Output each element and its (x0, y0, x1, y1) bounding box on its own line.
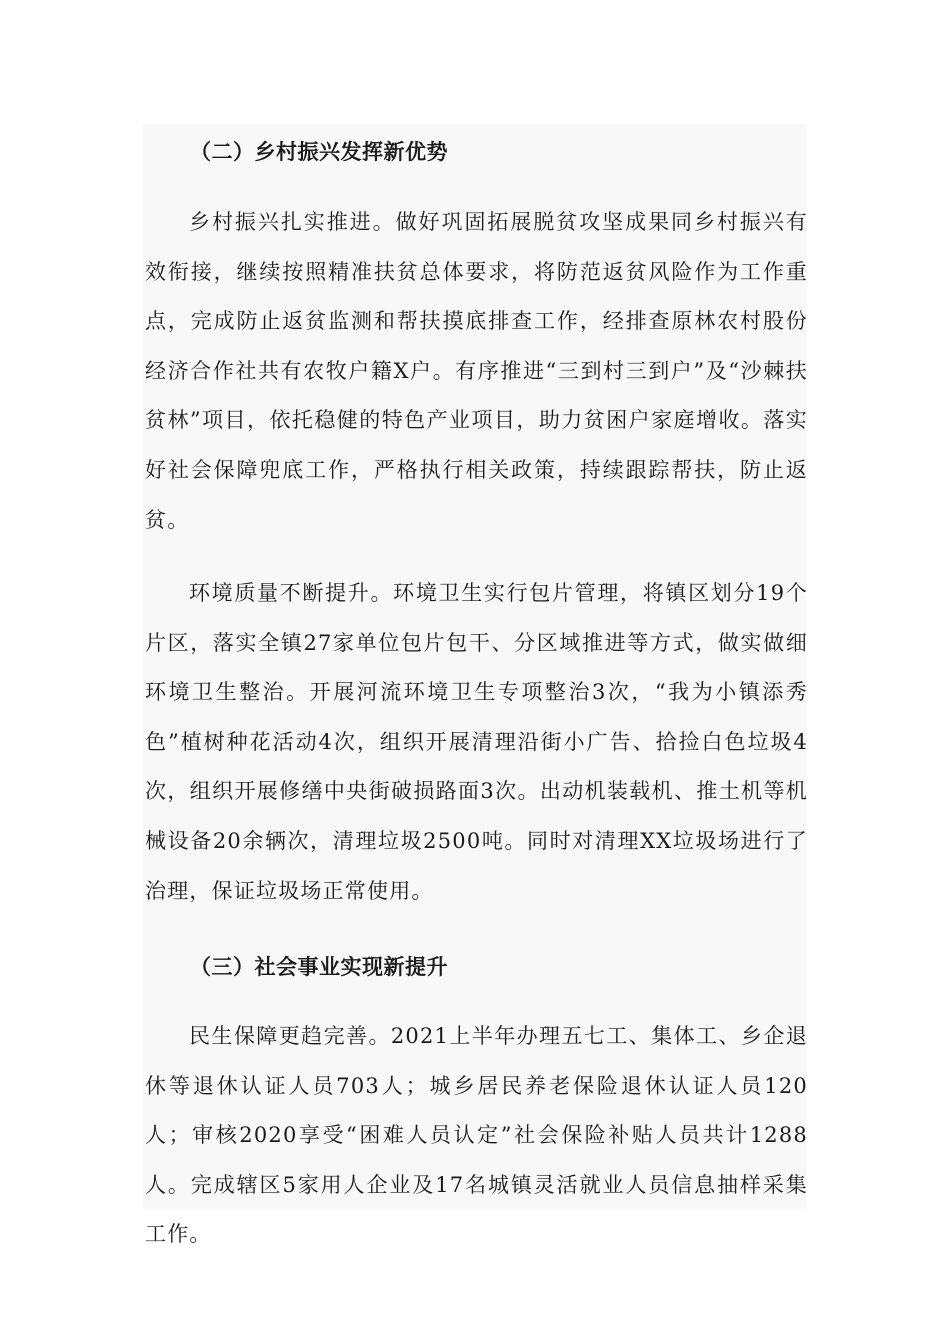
section-heading-2: （二）乡村振兴发挥新优势 (190, 139, 448, 164)
paragraph-livelihood-security: 民生保障更趋完善。2021上半年办理五七工、集体工、乡企退休等退休认证人员703人；城乡居民养老保险退休认证人员120人；审核2020享受“困难人员认定”社会保险补贴人员共计1288人。完成辖区5家用人企业及17名城镇灵活就业人员信息抽样采集工作。 (145, 1024, 808, 1247)
paragraph-environment-quality: 环境质量不断提升。环境卫生实行包片管理，将镇区划分19个片区，落实全镇27家单位包片包干、分区域推进等方式，做实做细环境卫生整治。开展河流环境卫生专项整治3次，“我为小镇添秀色”植树种花活动4次，组织开展清理沿街小广告、拾捡白色垃圾4次，组织开展修缮中央街破损路面3次。出动机装载机、推土机等机械设备20余辆次，清理垃圾2500吨。同时对清理XX垃圾场进行了治理，保证垃圾场正常使用。 (145, 581, 808, 903)
section-heading-3: （三）社会事业实现新提升 (190, 954, 448, 979)
paragraph-rural-revitalization: 乡村振兴扎实推进。做好巩固拓展脱贫攻坚成果同乡村振兴有效衔接，继续按照精准扶贫总体要求，将防范返贫风险作为工作重点，完成防止返贫监测和帮扶摸底排查工作，经排查原林农村股份经济合作社共有农牧户籍X户。有序推进“三到村三到户”及“沙棘扶贫林”项目，依托稳健的特色产业项目，助力贫困户家庭增收。落实好社会保障兜底工作，严格执行相关政策，持续跟踪帮扶，防止返贫。 (145, 210, 808, 532)
